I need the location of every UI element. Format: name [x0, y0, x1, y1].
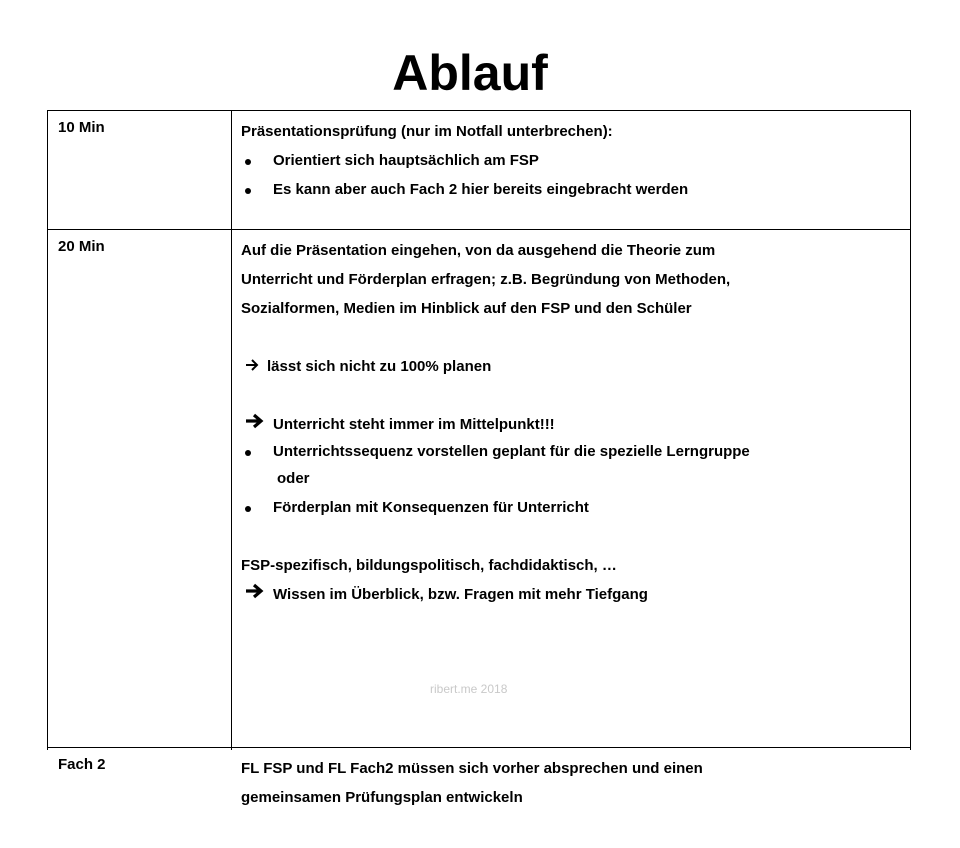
paragraph-line: Auf die Präsentation eingehen, von da ausgehend die Theorie zum — [241, 242, 716, 259]
paragraph-line: FL FSP und FL Fach2 müssen sich vorher absprechen und einen — [241, 760, 703, 777]
list-item-text: Es kann aber auch Fach 2 hier bereits eingebracht werden — [273, 181, 689, 198]
paragraph-line: Unterricht und Förderplan erfragen; z.B. Begründung von Methoden, — [241, 271, 731, 288]
bullet-dot-icon — [241, 175, 273, 204]
content-cell — [241, 117, 901, 204]
table-row — [48, 748, 910, 848]
list-item-text: Orientiert sich hauptsächlich am FSP — [273, 152, 539, 169]
bullet-dot-icon — [241, 493, 273, 522]
arrow-right-icon — [245, 352, 259, 381]
time-cell: Fach 2 — [58, 756, 106, 773]
list-item — [241, 580, 901, 609]
list-item — [241, 410, 901, 439]
list-item-text: Unterrichtssequenz vorstellen geplant für die spezielle Lerngruppe — [273, 443, 750, 460]
list-item — [241, 146, 901, 175]
paragraph-line: gemeinsamen Prüfungsplan entwickeln — [241, 789, 523, 806]
page-title: Ablauf — [392, 45, 548, 101]
footer-watermark: ribert.me 2018 — [430, 682, 508, 696]
bold-arrow-icon — [241, 580, 273, 609]
content-cell — [241, 754, 901, 812]
list-item-text: Förderplan mit Konsequenzen für Unterricht — [273, 499, 589, 516]
list-item — [241, 439, 901, 464]
schedule-table — [47, 110, 911, 806]
table-row — [48, 111, 910, 230]
bullet-dot-icon — [241, 146, 273, 175]
list-item-text: Unterricht steht immer im Mittelpunkt!!! — [273, 416, 555, 433]
table-row — [48, 230, 910, 748]
time-cell: 10 Min — [58, 119, 105, 136]
list-item-continuation: oder — [277, 470, 310, 487]
content-cell — [241, 236, 901, 609]
arrow-note-text: lässt sich nicht zu 100% planen — [267, 358, 492, 375]
list-item-text: Wissen im Überblick, bzw. Fragen mit mehr Tiefgang — [273, 586, 648, 603]
time-cell: 20 Min — [58, 238, 105, 255]
bullet-dot-icon — [241, 439, 273, 464]
paragraph-line: Sozialformen, Medien im Hinblick auf den FSP und den Schüler — [241, 300, 692, 317]
arrow-note — [241, 352, 901, 381]
bold-arrow-icon — [241, 410, 273, 439]
paragraph-line: FSP-spezifisch, bildungspolitisch, fachdidaktisch, … — [241, 557, 617, 574]
list-item — [241, 493, 901, 522]
row-heading: Präsentationsprüfung (nur im Notfall unterbrechen): — [241, 123, 613, 140]
list-item — [241, 175, 901, 204]
